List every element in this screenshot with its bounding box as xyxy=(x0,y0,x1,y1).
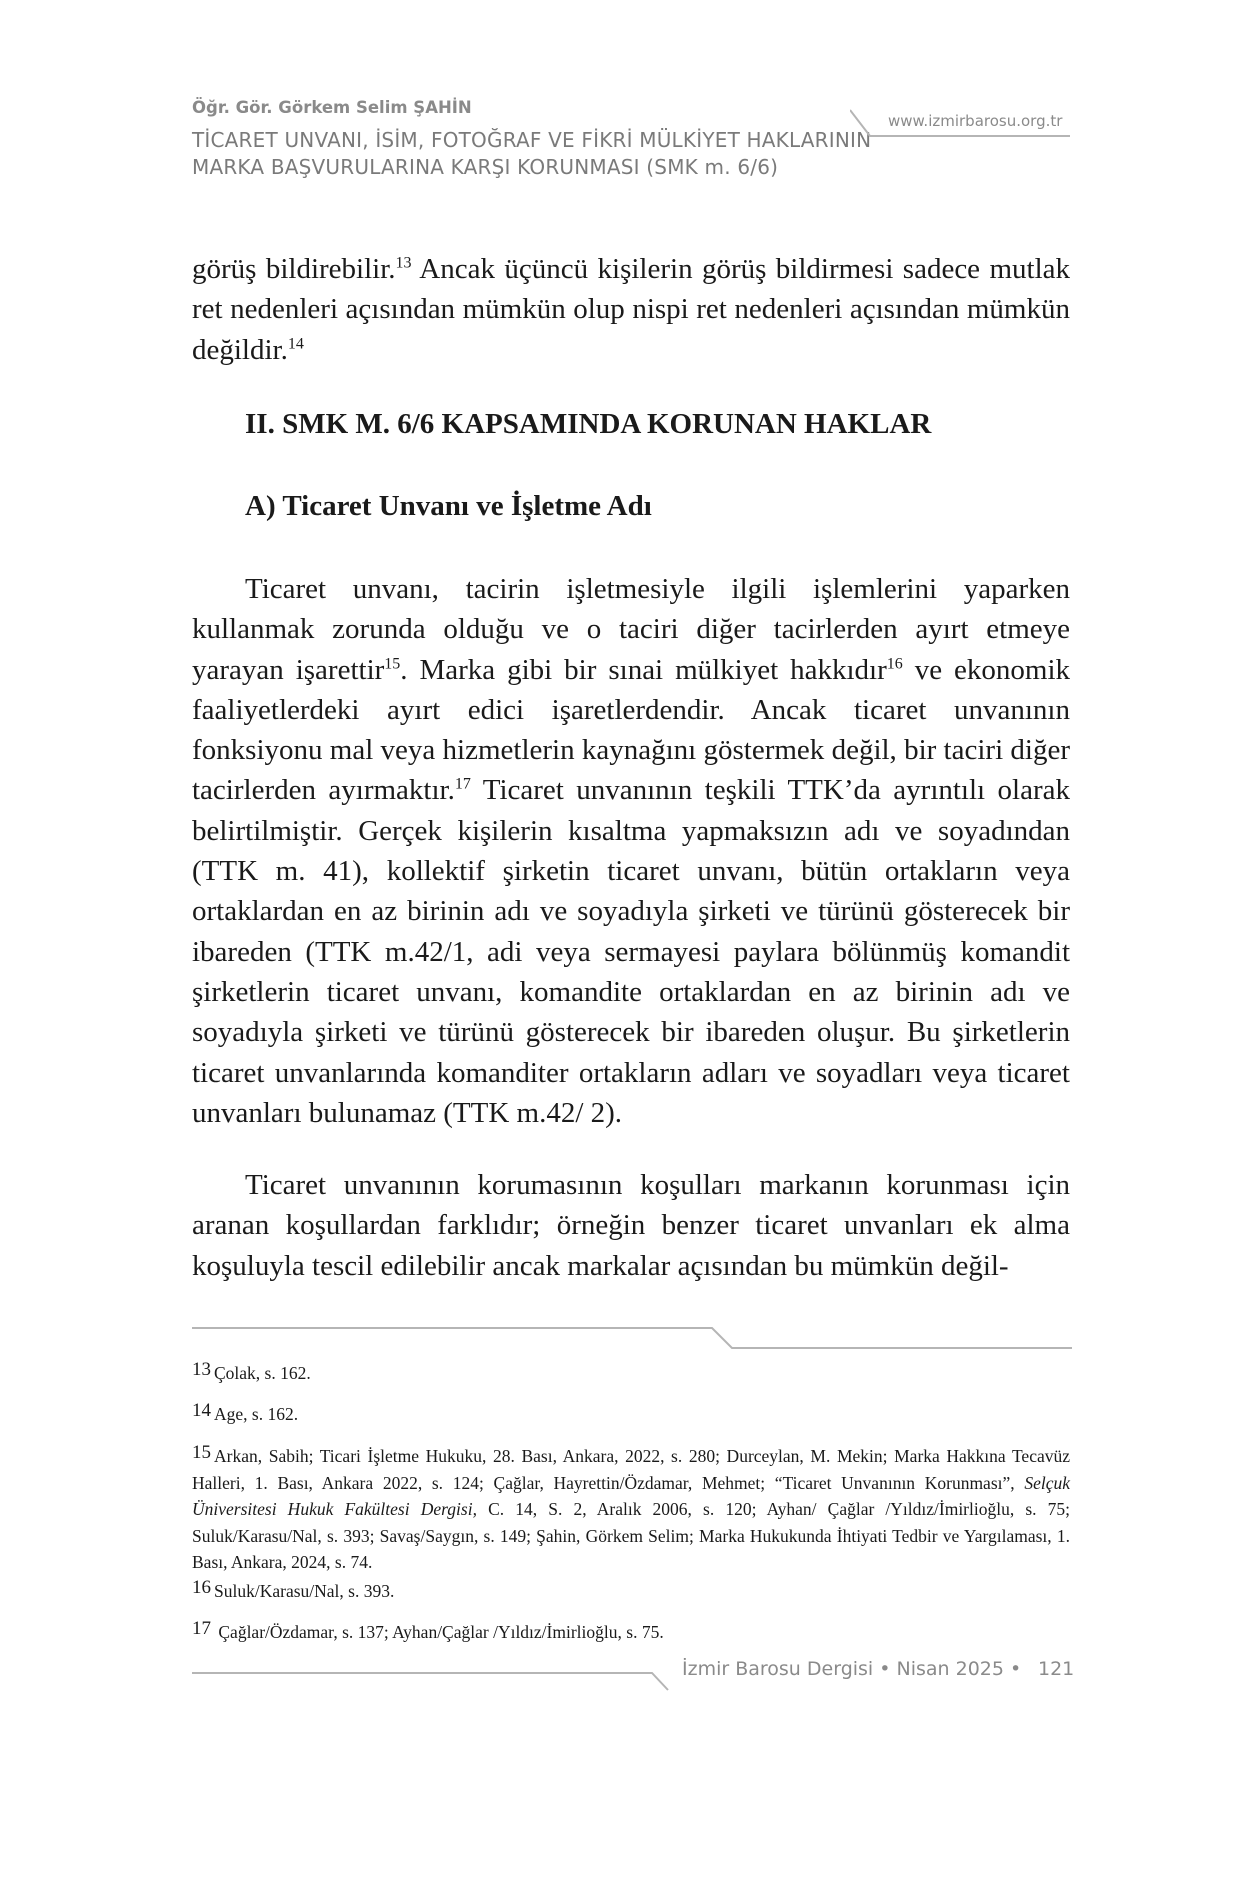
page-number: 121 xyxy=(1038,1658,1075,1680)
paragraph-2-text-a: Ticaret unvanı, tacirin işletmesiyle ilgili işlemlerini yaparken kullanmak zorunda olduğu ve o taciri diğer tacirlerden ayırt etmeye yarayan işarettir xyxy=(192,573,1070,686)
footnote-13 xyxy=(192,1357,1070,1387)
footnote-number: 14 xyxy=(192,1400,211,1421)
footnote-15 xyxy=(192,1440,1070,1576)
footnote-text: Suluk/Karasu/Nal, s. 393. xyxy=(214,1581,395,1601)
paragraph-1-text-b: Ancak üçüncü kişilerin görüş bildirmesi sadece mutlak ret nedenleri açısından mümkün olup nispi ret nedenleri açısından mümkün değildir. xyxy=(192,253,1070,366)
footnote-ref-16: 16 xyxy=(886,654,903,672)
footnote-number: 16 xyxy=(192,1577,211,1598)
paragraph-3: Ticaret unvanının korumasının koşulları markanın korunması için aranan koşullardan farklıdır; örneğin benzer ticaret unvanları ek alma koşuluyla tescil edilebilir ancak markalar açısından bu mümkün değil- xyxy=(192,1169,1070,1282)
footnote-ref-17: 17 xyxy=(454,775,471,793)
footnote-ref-13: 13 xyxy=(395,254,412,272)
footnote-ref-14: 14 xyxy=(287,334,304,352)
footnote-journal-title: Selçuk Üniversitesi Hukuk Fakültesi Dergisi, xyxy=(192,1472,1070,1519)
paragraph-2-text-b: . Marka gibi bir sınai mülkiyet hakkıdır xyxy=(400,653,887,686)
header-title-line-1: TİCARET UNVANI, İSİM, FOTOĞRAF VE FİKRİ MÜLKİYET HAKLARININ xyxy=(192,128,872,152)
footnote-number: 15 xyxy=(192,1442,211,1463)
footnote-text-b: C. 14, S. 2, Aralık 2006, s. 120; Ayhan/ Çağlar /Yıldız/İmirlioğlu, s. 75; Suluk/Karasu/Nal, s. 393; Savaş/Saygın, s. 149; Şahin, Görkem Selim; Marka Hukukunda İhtiyati Tedbir ve Yargılaması, 1. Bası, Ankara, 2024, s. 74. xyxy=(192,1499,1071,1572)
footnote-text: Çolak, s. 162. xyxy=(214,1363,311,1383)
footnote-number: 13 xyxy=(192,1359,211,1380)
footnote-14 xyxy=(192,1398,1070,1428)
header-title-line-2: MARKA BAŞVURULARINA KARŞI KORUNMASI (SMK m. 6/6) xyxy=(192,155,779,179)
paragraph-2 xyxy=(192,569,1070,1133)
paragraph-2-text-d: Ticaret unvanının teşkili TTK’da ayrıntılı olarak belirtilmiştir. Gerçek kişilerin kısaltma yapmaksızın adı ve soyadından (TTK m. 41), kollektif şirketin ticaret unvanı, bütün ortakların veya ortaklardan en az birinin adı ve soyadıyla şirketi ve türünü gösterecek bir ibareden (TTK m.42/1, adi veya sermayesi paylara bölünmüş komandit şirketlerin ticaret unvanı, komandite ortaklardan en az birinin adı ve soyadıyla şirketi ve türünü gösterecek bir ibareden oluşur. Bu şirketlerin ticaret unvanlarında komanditer ortakların adları ve soyadları veya ticaret unvanları bulunamaz (TTK m.42/ 2). xyxy=(192,774,1070,1129)
subsection-heading: A) Ticaret Unvanı ve İşletme Adı xyxy=(245,490,652,522)
footnote-17 xyxy=(192,1616,1070,1646)
footnote-text: Çağlar/Özdamar, s. 137; Ayhan/Çağlar /Yıldız/İmirlioğlu, s. 75. xyxy=(214,1622,664,1642)
footnote-divider xyxy=(192,1325,1072,1351)
header-website: www.izmirbarosu.org.tr xyxy=(888,112,1063,130)
paragraph-1-text-a: görüş bildirebilir. xyxy=(192,253,396,285)
footnote-text-a: Arkan, Sabih; Ticari İşletme Hukuku, 28. Bası, Ankara, 2022, s. 280; Durceylan, M. Mekin; Marka Hakkına Tecavüz Halleri, 1. Bası, Ankara 2022, s. 124; Çağlar, Hayrettin/Özdamar, Mehmet; “Ticaret Unvanının Korunması”, xyxy=(192,1446,1070,1493)
footer-journal: İzmir Barosu Dergisi • Nisan 2025 • xyxy=(682,1658,1022,1680)
footnote-16 xyxy=(192,1575,1070,1605)
header-author: Öğr. Gör. Görkem Selim ŞAHİN xyxy=(192,98,472,117)
paragraph-2-text-c: ve ekonomik faaliyetlerdeki ayırt edici işaretlerdendir. Ancak ticaret unvanının fonksiyonu mal veya hizmetlerin kaynağını göstermek değil, bir taciri diğer tacirlerden ayırmaktır. xyxy=(192,653,1071,807)
footnote-ref-15: 15 xyxy=(384,654,401,672)
paragraph-1 xyxy=(192,249,1070,370)
footnote-text: Age, s. 162. xyxy=(214,1404,299,1424)
section-heading: II. SMK M. 6/6 KAPSAMINDA KORUNAN HAKLAR xyxy=(245,408,932,440)
footnote-number: 17 xyxy=(192,1618,211,1639)
